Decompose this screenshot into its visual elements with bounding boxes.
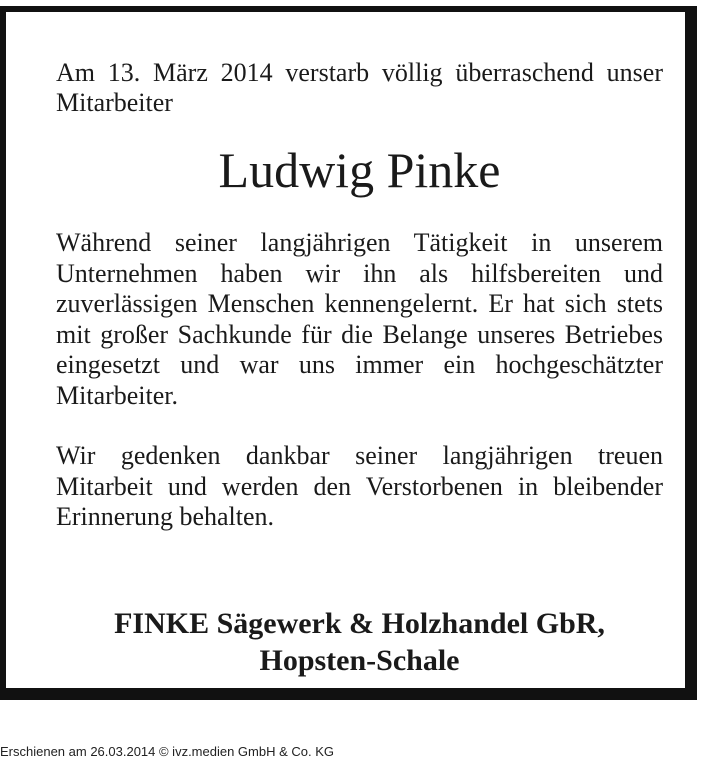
- deceased-name: Ludwig Pinke: [218, 142, 501, 198]
- tribute-paragraph-1: Während seiner langjährigen Tätigkeit in unserem Unternehmen haben wir ihn als hilfsbereiten und zuverlässigen Menschen kennengelernt. Er hat sich stets mit großer Sachkunde für die Belange unseres Betriebes eingesetzt und war uns immer ein hochgeschätzter Mitarbeiter.: [56, 228, 663, 410]
- tribute-paragraph-2: Wir gedenken dankbar seiner langjährigen treuen Mitarbeit und werden den Verstorbenen in bleibender Erinnerung behalten.: [56, 441, 663, 531]
- signature-location: Hopsten-Schale: [259, 643, 460, 677]
- publication-footer: Erschienen am 26.03.2014 © ivz.medien GmbH & Co. KG: [0, 744, 335, 759]
- intro-text: Am 13. März 2014 verstarb völlig überraschend unser Mitarbeiter: [56, 58, 663, 117]
- company-signature: [56, 605, 663, 679]
- signature-company-name: FINKE Sägewerk & Holzhandel GbR,: [114, 606, 605, 640]
- notice-content: [56, 58, 663, 679]
- obituary-notice: [0, 6, 697, 700]
